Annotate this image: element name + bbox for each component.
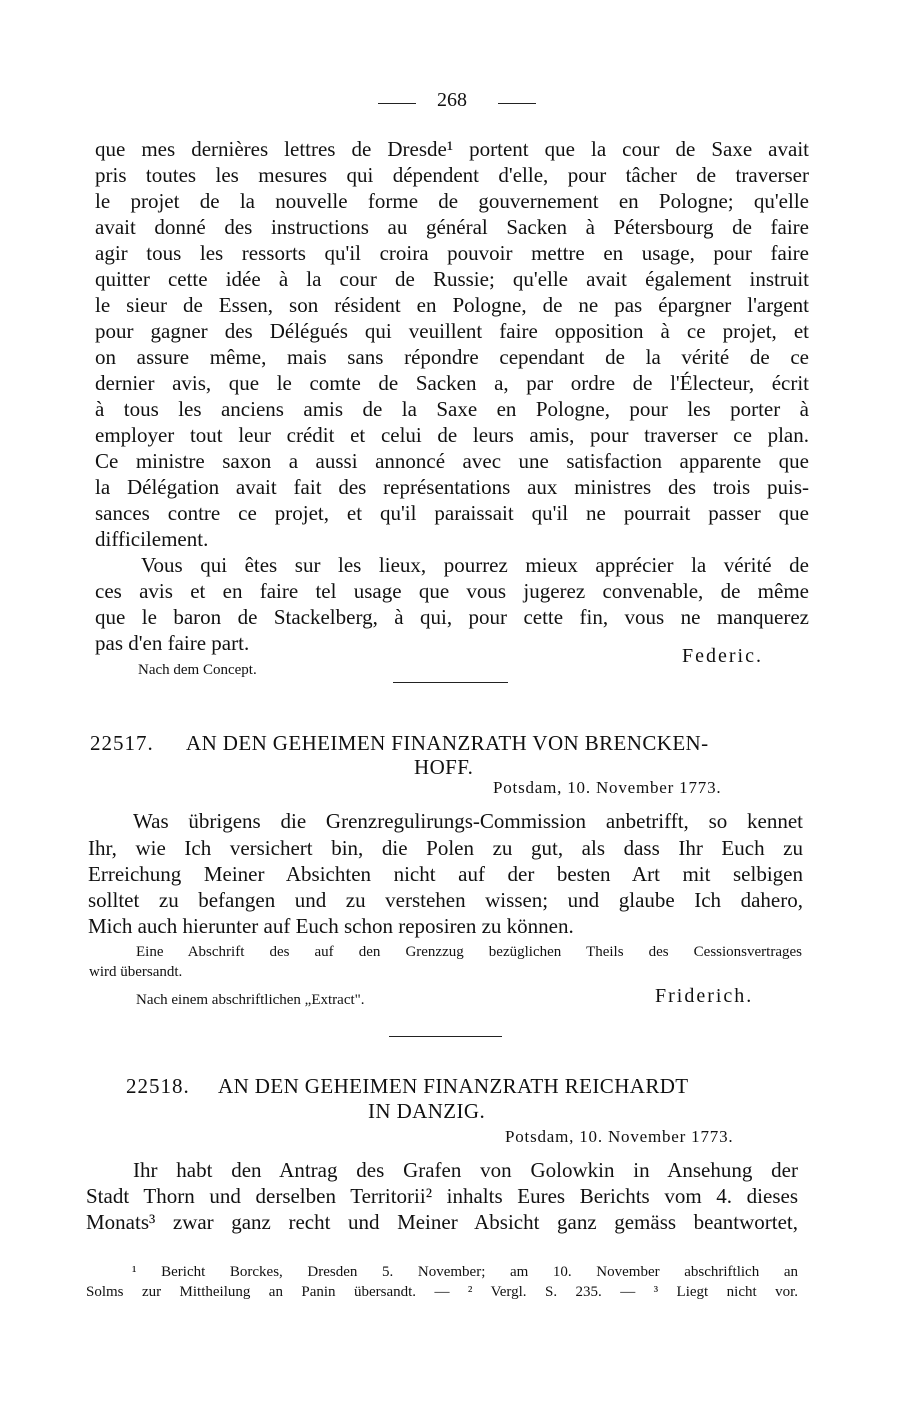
signature: Friderich.: [655, 985, 754, 1007]
letter-number-text: 22517.: [90, 731, 154, 755]
text-line: que mes dernières lettres de Dresde¹ portent que la cour de Saxe avait: [95, 137, 809, 161]
text-line: solltet zu befangen und zu verstehen wissen; und glaube Ich dahero,: [88, 888, 803, 912]
editorial-note: Eine Abschrift des auf den Grenzzug bezüglichen Theils des Cessionsvertrages: [136, 944, 802, 960]
letter-title-continued: HOFF.: [414, 755, 474, 779]
text-line: Monats³ zwar ganz recht und Meiner Absicht ganz gemäss beantwortet,: [86, 1210, 798, 1234]
text-line: difficilement.: [95, 527, 209, 551]
text-line: ces avis et en faire tel usage que vous jugerez convenable, de même: [95, 579, 809, 603]
text-line: le sieur de Essen, son résident en Pologne, de ne pas épargner l'argent: [95, 293, 809, 317]
place-date: Potsdam, 10. November 1773.: [505, 1127, 734, 1146]
text-line: on assure même, mais sans répondre cependant de la vérité de ce: [95, 345, 809, 369]
text-line: Stadt Thorn und derselben Territorii² inhalts Eures Berichts vom 4. dieses: [86, 1184, 798, 1208]
text-line: Mich auch hierunter auf Euch schon reposiren zu können.: [88, 914, 574, 938]
letter-title: AN DEN GEHEIMEN FINANZRATH VON BRENCKEN-: [186, 731, 709, 755]
letter-number: [90, 730, 154, 756]
text-line: Erreichung Meiner Absichten nicht auf der besten Art mit selbigen: [88, 862, 803, 886]
text-line: Ce ministre saxon a aussi annoncé avec une satisfaction apparente que: [95, 449, 809, 473]
text-line: Vous qui êtes sur les lieux, pourrez mieux apprécier la vérité de: [141, 553, 809, 577]
text-line: le projet de la nouvelle forme de gouvernement en Pologne; qu'elle: [95, 189, 809, 213]
text-line: la Délégation avait fait des représentations aux ministres des trois puis-: [95, 475, 809, 499]
footnote-line: ¹ Bericht Borckes, Dresden 5. November; am 10. November abschriftlich an: [132, 1264, 798, 1280]
letter-title-continued: IN DANZIG.: [368, 1099, 486, 1123]
place-date: Potsdam, 10. November 1773.: [493, 778, 722, 797]
text-line: à tous les anciens amis de la Saxe en Pologne, pour les porter à: [95, 397, 809, 421]
text-line-content: Was übrigens die Grenzregulirungs-Commission anbetrifft, so kennet: [133, 809, 803, 833]
page-number-rule-right: [498, 103, 536, 104]
text-line: pas d'en faire part.: [95, 631, 250, 655]
source-note: Nach einem abschriftlichen „Extract".: [136, 992, 365, 1008]
letter-number: 22518.: [126, 1074, 190, 1098]
text-line: dernier avis, que le comte de Sacken a, par ordre de l'Électeur, écrit: [95, 371, 809, 395]
text-line: agir tous les ressorts qu'il croira pouvoir mettre en usage, pour faire: [95, 241, 809, 265]
text-line: pour gagner des Délégués qui veuillent faire opposition à ce projet, et: [95, 319, 809, 343]
text-line: que le baron de Stackelberg, à qui, pour cette fin, vous ne manquerez: [95, 605, 809, 629]
signature: Federic.: [682, 645, 763, 667]
editorial-note-continued: wird übersandt.: [89, 964, 183, 980]
text-line: Ihr, wie Ich versichert bin, die Polen zu gut, als dass Ihr Euch zu: [88, 836, 803, 860]
text-line: employer tout leur crédit et celui de leurs amis, pour traverser ce plan.: [95, 423, 809, 447]
section-divider: [393, 682, 508, 683]
text-line: avait donné des instructions au général Sacken à Pétersbourg de faire: [95, 215, 809, 239]
source-note: Nach dem Concept.: [138, 662, 257, 678]
text-line: [133, 808, 803, 834]
text-line: pris toutes les mesures qui dépendent d'elle, pour tâcher de traverser: [95, 163, 809, 187]
footnote-line: Solms zur Mittheilung an Panin übersandt. — ² Vergl. S. 235. — ³ Liegt nicht vor.: [86, 1284, 798, 1300]
text-line: sances contre ce projet, et qu'il paraissait qu'il ne pourrait passer que: [95, 501, 809, 525]
text-line: Ihr habt den Antrag des Grafen von Golowkin in Ansehung der: [133, 1158, 798, 1182]
page-number-rule-left: [378, 103, 416, 104]
section-divider: [389, 1036, 502, 1037]
letter-title: AN DEN GEHEIMEN FINANZRATH REICHARDT: [218, 1074, 689, 1098]
text-line: quitter cette idée à la cour de Russie; qu'elle avait également instruit: [95, 267, 809, 291]
page-number: 268: [437, 89, 467, 111]
